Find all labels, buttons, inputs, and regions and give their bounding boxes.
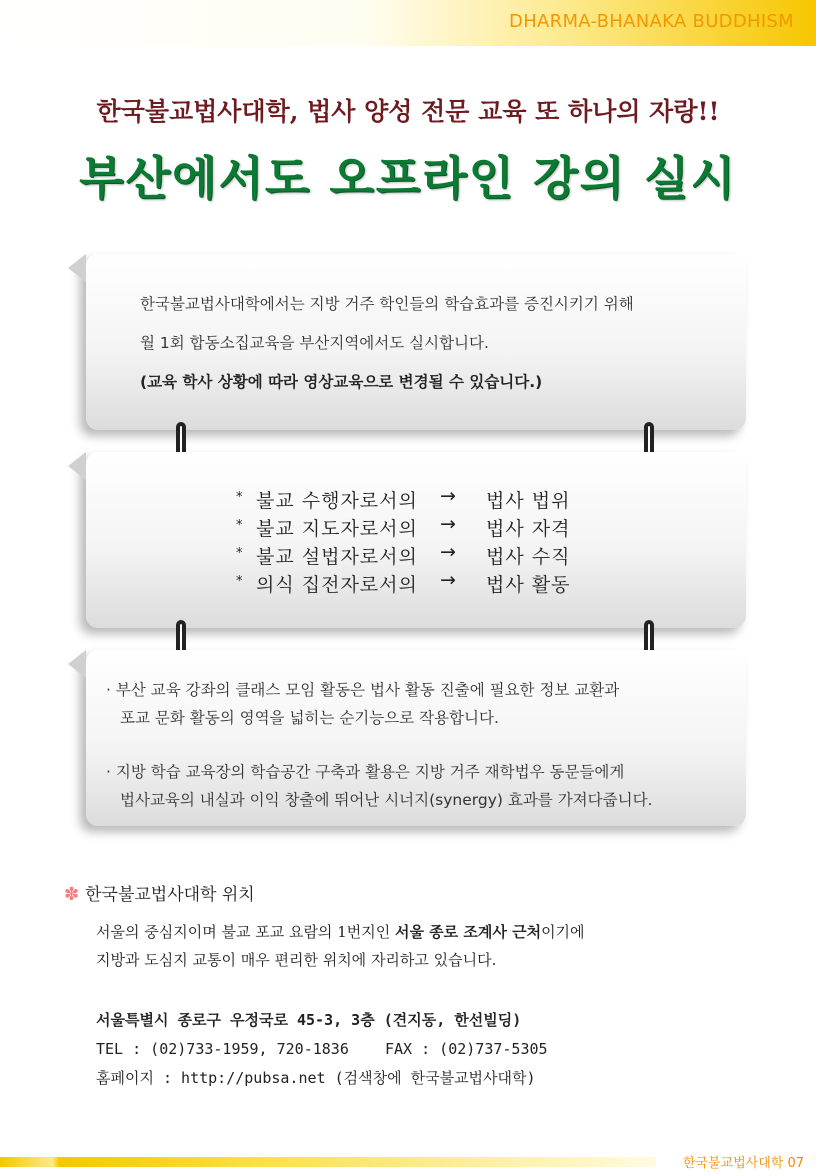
desc-text: 이기에	[541, 923, 585, 941]
asterisk-icon: *	[236, 490, 243, 505]
top-banner	[0, 0, 816, 46]
role-result: 법사 활동	[486, 574, 571, 596]
benefit-1-line-1: · 부산 교육 강좌의 클래스 모임 활동은 법사 활동 진출에 필요한 정보 교환과	[106, 681, 620, 699]
arrow-right-icon: →	[440, 513, 456, 535]
asterisk-icon: *	[236, 546, 243, 561]
arrow-right-icon: →	[440, 569, 456, 591]
phone-fax: TEL : (02)733-1959, 720-1836 FAX : (02)737-5305	[96, 1040, 548, 1058]
location-title: 한국불교법사대학 위치	[85, 885, 255, 905]
intro-line-2: 월 1회 합동소집교육을 부산지역에서도 실시합니다.	[140, 334, 489, 352]
intro-note: (교육 학사 상황에 따라 영상교육으로 변경될 수 있습니다.)	[140, 373, 543, 391]
benefit-paragraph-2	[106, 758, 652, 814]
role-label: 불교 설법자로서의	[256, 546, 418, 568]
role-label: 불교 지도자로서의	[256, 518, 418, 540]
role-result: 법사 수직	[486, 546, 571, 568]
role-label: 의식 집전자로서의	[256, 574, 418, 596]
role-card	[86, 452, 746, 628]
page-title: 부산에서도 오프라인 강의 실시	[79, 151, 737, 205]
desc-text: 서울의 중심지이며 불교 포교 요람의 1번지인	[96, 923, 395, 941]
page-footer: 한국불교법사대학 07	[682, 1156, 804, 1171]
location-description	[96, 918, 585, 974]
role-label: 불교 수행자로서의	[256, 490, 418, 512]
arrow-right-icon: →	[440, 541, 456, 563]
intro-line-1: 한국불교법사대학에서는 지방 거주 학인들의 학습효과를 증진시키기 위해	[140, 295, 634, 313]
benefit-2-line-1: · 지방 학습 교육장의 학습공간 구축과 활용은 지방 거주 재학법우 동문들에게	[106, 763, 625, 781]
homepage: 홈페이지 : http://pubsa.net (검색창에 한국불교법사대학)	[96, 1069, 536, 1087]
role-result: 법사 자격	[486, 518, 571, 540]
benefit-1-line-2: 포교 문화 활동의 영역을 넓히는 순기능으로 작용합니다.	[120, 709, 499, 727]
location-desc-line-1	[96, 918, 585, 946]
asterisk-icon: *	[236, 574, 243, 589]
role-result: 법사 법위	[486, 490, 571, 512]
brand-label: DHARMA-BHANAKA BUDDHISM	[509, 11, 794, 32]
location-heading	[64, 880, 255, 905]
headline: 한국불교법사대학, 법사 양성 전문 교육 또 하나의 자랑!!	[96, 97, 720, 126]
arrow-right-icon: →	[440, 485, 456, 507]
intro-card	[86, 254, 746, 430]
address: 서울특별시 종로구 우정국로 45-3, 3층 (견지동, 한선빌딩)	[96, 1011, 522, 1029]
asterisk-icon: *	[236, 518, 243, 533]
benefit-paragraph-1	[106, 676, 619, 732]
contact-info	[96, 1006, 548, 1093]
benefit-2-line-2: 법사교육의 내실과 이익 창출에 뛰어난 시너지(synergy) 효과를 가져다줍니다.	[120, 791, 653, 809]
desc-highlight: 서울 종로 조계사 근처	[394, 923, 542, 941]
benefit-card	[86, 650, 746, 826]
location-desc-line-2: 지방과 도심지 교통이 매우 편리한 위치에 자리하고 있습니다.	[96, 951, 497, 969]
footer-bar	[0, 1157, 656, 1167]
flower-icon: ✽	[64, 884, 80, 905]
